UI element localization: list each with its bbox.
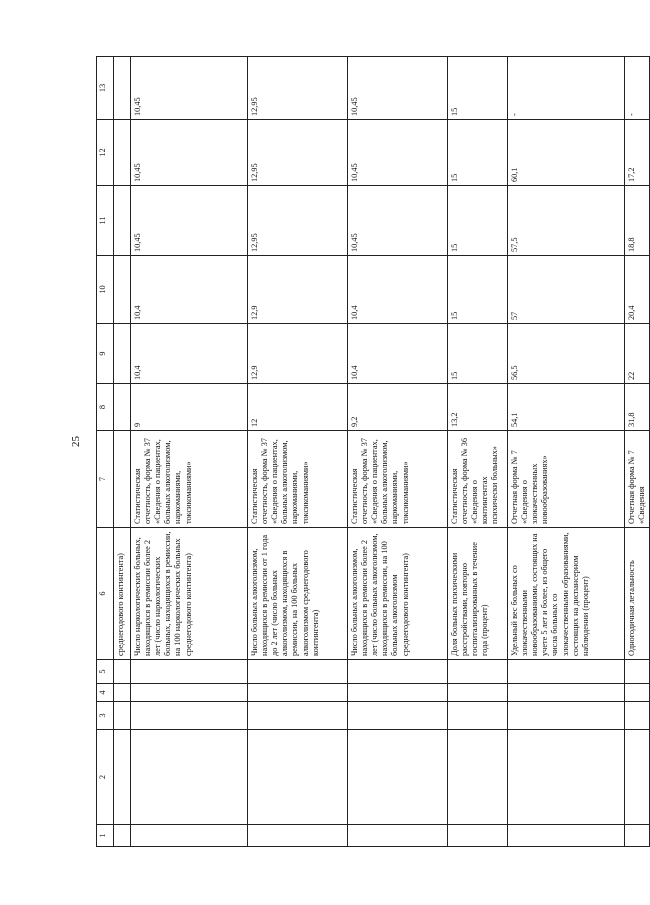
col-header-13: 13 bbox=[97, 57, 114, 120]
source-cell bbox=[114, 431, 131, 528]
value-cell: 18,8 bbox=[625, 186, 650, 256]
source-cell: Отчетная форма № 7 «Сведения о злокачественных новообразованиях» bbox=[508, 431, 625, 528]
cell-empty bbox=[114, 825, 131, 847]
cell-empty bbox=[508, 660, 625, 684]
table-row bbox=[131, 57, 248, 847]
value-cell: 15 bbox=[448, 57, 508, 120]
value-cell: 9 bbox=[131, 384, 248, 431]
cell-empty bbox=[625, 660, 650, 684]
cell-empty bbox=[348, 825, 448, 847]
value-cell: 10,45 bbox=[131, 186, 248, 256]
cell-empty bbox=[448, 730, 508, 825]
table-row bbox=[448, 57, 508, 847]
col-header-7: 7 bbox=[97, 431, 114, 528]
cell-empty bbox=[625, 702, 650, 730]
table-row bbox=[114, 57, 131, 847]
value-cell: 12,95 bbox=[248, 186, 348, 256]
value-cell bbox=[114, 324, 131, 384]
col-header-11: 11 bbox=[97, 186, 114, 256]
cell-empty bbox=[508, 702, 625, 730]
value-cell: 12,95 bbox=[248, 120, 348, 186]
indicator-cell: Одногодичная летальность bbox=[625, 528, 650, 660]
cell-empty bbox=[508, 825, 625, 847]
value-cell: 57,5 bbox=[508, 186, 625, 256]
value-cell: 10,45 bbox=[348, 120, 448, 186]
table-row bbox=[348, 57, 448, 847]
cell-empty bbox=[248, 702, 348, 730]
indicator-cell: Удельный вес больных со злокачественными новообразованиями, состоящих на учете 5 лет и более, из общего числа больных со злокачественными образованиями, состоящих на диспансерном наблюдении (процент) bbox=[508, 528, 625, 660]
source-cell: Статистическая отчетность, форма № 36 «Сведения о контингентах психически больных» bbox=[448, 431, 508, 528]
value-cell: 54,1 bbox=[508, 384, 625, 431]
cell-empty bbox=[248, 825, 348, 847]
page-number: 25 bbox=[70, 436, 82, 447]
table-row bbox=[508, 57, 625, 847]
indicator-cell: Число наркологических больных, находящихся в ремиссии более 2 лет (число наркологических больных, находящихся в ремиссии, на 100 наркологических больных среднегодового контингента) bbox=[131, 528, 248, 660]
cell-empty bbox=[508, 684, 625, 702]
value-cell: 22 bbox=[625, 324, 650, 384]
col-header-8: 8 bbox=[97, 384, 114, 431]
cell-empty bbox=[248, 730, 348, 825]
value-cell: 15 bbox=[448, 324, 508, 384]
col-header-10: 10 bbox=[97, 256, 114, 324]
value-cell: 12 bbox=[248, 384, 348, 431]
value-cell: - bbox=[625, 57, 650, 120]
value-cell: 10,45 bbox=[131, 57, 248, 120]
value-cell bbox=[114, 384, 131, 431]
col-header-3: 3 bbox=[97, 702, 114, 730]
value-cell: 56,5 bbox=[508, 324, 625, 384]
col-header-1: 1 bbox=[97, 825, 114, 847]
value-cell: 31,8 bbox=[625, 384, 650, 431]
cell-empty bbox=[114, 730, 131, 825]
cell-empty bbox=[131, 684, 248, 702]
value-cell: 10,45 bbox=[348, 186, 448, 256]
value-cell: 20,4 bbox=[625, 256, 650, 324]
value-cell bbox=[114, 186, 131, 256]
value-cell: 12,9 bbox=[248, 324, 348, 384]
value-cell: - bbox=[508, 57, 625, 120]
col-header-2: 2 bbox=[97, 730, 114, 825]
source-cell: Статистическая отчетность, форма № 37 «Сведения о пациентах, больных алкоголизмом, наркоманиями, токсикоманиями» bbox=[131, 431, 248, 528]
value-cell: 15 bbox=[448, 120, 508, 186]
value-cell bbox=[114, 256, 131, 324]
cell-empty bbox=[625, 730, 650, 825]
cell-empty bbox=[348, 660, 448, 684]
cell-empty bbox=[348, 684, 448, 702]
cell-empty bbox=[508, 730, 625, 825]
indicator-cell: Доля больных психическими расстройствами, повторно госпитализированных в течение года (процент) bbox=[448, 528, 508, 660]
cell-empty bbox=[625, 684, 650, 702]
value-cell: 57 bbox=[508, 256, 625, 324]
cell-empty bbox=[348, 730, 448, 825]
indicator-cell: Число больных алкоголизмом, находящихся в ремиссии от 1 года до 2 лет (число больных алкоголизмом, находящихся в ремиссии, на 100 больных алкоголизмом среднегодового контингента) bbox=[248, 528, 348, 660]
table-row bbox=[248, 57, 348, 847]
col-header-12: 12 bbox=[97, 120, 114, 186]
cell-empty bbox=[131, 825, 248, 847]
cell-empty bbox=[448, 825, 508, 847]
cell-empty bbox=[348, 702, 448, 730]
value-cell: 60,1 bbox=[508, 120, 625, 186]
cell-empty bbox=[248, 684, 348, 702]
cell-empty bbox=[448, 702, 508, 730]
col-header-6: 6 bbox=[97, 528, 114, 660]
value-cell: 10,45 bbox=[348, 57, 448, 120]
cell-empty bbox=[114, 684, 131, 702]
source-cell: Статистическая отчетность, форма № 37 «Сведения о пациентах, больных алкоголизмом, наркоманиями, токсикоманиями» bbox=[248, 431, 348, 528]
cell-empty bbox=[625, 825, 650, 847]
value-cell: 10,4 bbox=[348, 256, 448, 324]
value-cell: 10,4 bbox=[348, 324, 448, 384]
value-cell: 15 bbox=[448, 256, 508, 324]
source-cell: Отчетная форма № 7 «Сведения bbox=[625, 431, 650, 528]
col-header-5: 5 bbox=[97, 660, 114, 684]
value-cell: 9,2 bbox=[348, 384, 448, 431]
cell-empty bbox=[448, 684, 508, 702]
cell-empty bbox=[114, 702, 131, 730]
cell-empty bbox=[448, 660, 508, 684]
value-cell: 13,2 bbox=[448, 384, 508, 431]
col-header-9: 9 bbox=[97, 324, 114, 384]
value-cell: 12,9 bbox=[248, 256, 348, 324]
value-cell: 17,2 bbox=[625, 120, 650, 186]
value-cell: 10,4 bbox=[131, 324, 248, 384]
value-cell: 10,4 bbox=[131, 256, 248, 324]
indicators-table bbox=[96, 56, 650, 847]
rotated-document-page bbox=[96, 57, 647, 847]
cell-empty bbox=[248, 660, 348, 684]
value-cell: 12,95 bbox=[248, 57, 348, 120]
cell-empty bbox=[131, 660, 248, 684]
indicator-cell: Число больных алкоголизмом, находящихся в ремиссии более 2 лет (число больных алкоголизмом, находящихся в ремиссии, на 100 больных алкоголизмом среднегодового контингента) bbox=[348, 528, 448, 660]
cell-empty bbox=[131, 702, 248, 730]
col-header-4: 4 bbox=[97, 684, 114, 702]
table-row bbox=[625, 57, 650, 847]
value-cell bbox=[114, 57, 131, 120]
header-row bbox=[97, 57, 114, 847]
value-cell bbox=[114, 120, 131, 186]
value-cell: 15 bbox=[448, 186, 508, 256]
indicator-cell: среднегодового контингента) bbox=[114, 528, 131, 660]
cell-empty bbox=[114, 660, 131, 684]
cell-empty bbox=[131, 730, 248, 825]
value-cell: 10,45 bbox=[131, 120, 248, 186]
source-cell: Статистическая отчетность, форма № 37 «Сведения о пациентах, больных алкоголизмом, наркоманиями, токсикоманиями» bbox=[348, 431, 448, 528]
